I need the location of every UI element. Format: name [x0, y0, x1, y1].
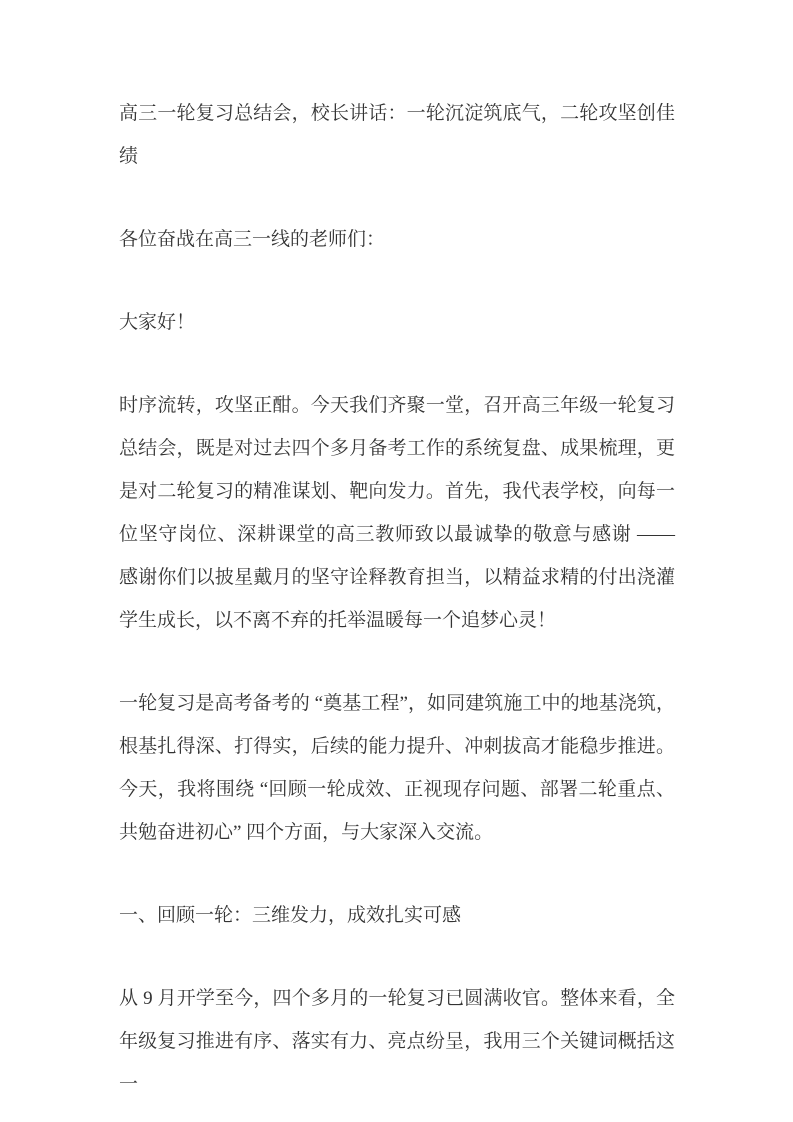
- salutation-line: 各位奋战在高三一线的老师们：: [119, 229, 386, 250]
- intro-paragraph: 时序流转，攻坚正酣。今天我们齐聚一堂，召开高三年级一轮复习总结会，既是对过去四个多月备考工作的系统复盘、成果梳理，更是对二轮复习的精准谋划、靶向发力。首先，我代表学校，向每一位坚守岗位、深耕课堂的高三教师致以最诚挚的敬意与感谢 —— 感谢你们以披星戴月的坚守诠释教育担当，以精益求精的付出浇灌学生成长，以不离不弃的托举温暖每一个追梦心灵！: [119, 395, 675, 631]
- foundation-paragraph: 一轮复习是高考备考的 “奠基工程”，如同建筑施工中的地基浇筑，根基扎得深、打得实，后续的能力提升、冲刺拔高才能稳步推进。今天，我将围绕 “回顾一轮成效、正视现存问题、部署二轮重点、共勉奋进初心” 四个方面，与大家深入交流。: [119, 693, 675, 843]
- greeting-line: 大家好！: [119, 312, 196, 333]
- section1-heading: 一、回顾一轮：三维发力，成效扎实可感: [119, 905, 462, 926]
- section1-paragraph: 从 9 月开学至今，四个多月的一轮复习已圆满收官。整体来看，全年级复习推进有序、落实有力、亮点纷呈，我用三个关键词概括这一: [119, 988, 675, 1095]
- document-title: 高三一轮复习总结会，校长讲话：一轮沉淀筑底气，二轮攻坚创佳绩: [119, 103, 675, 167]
